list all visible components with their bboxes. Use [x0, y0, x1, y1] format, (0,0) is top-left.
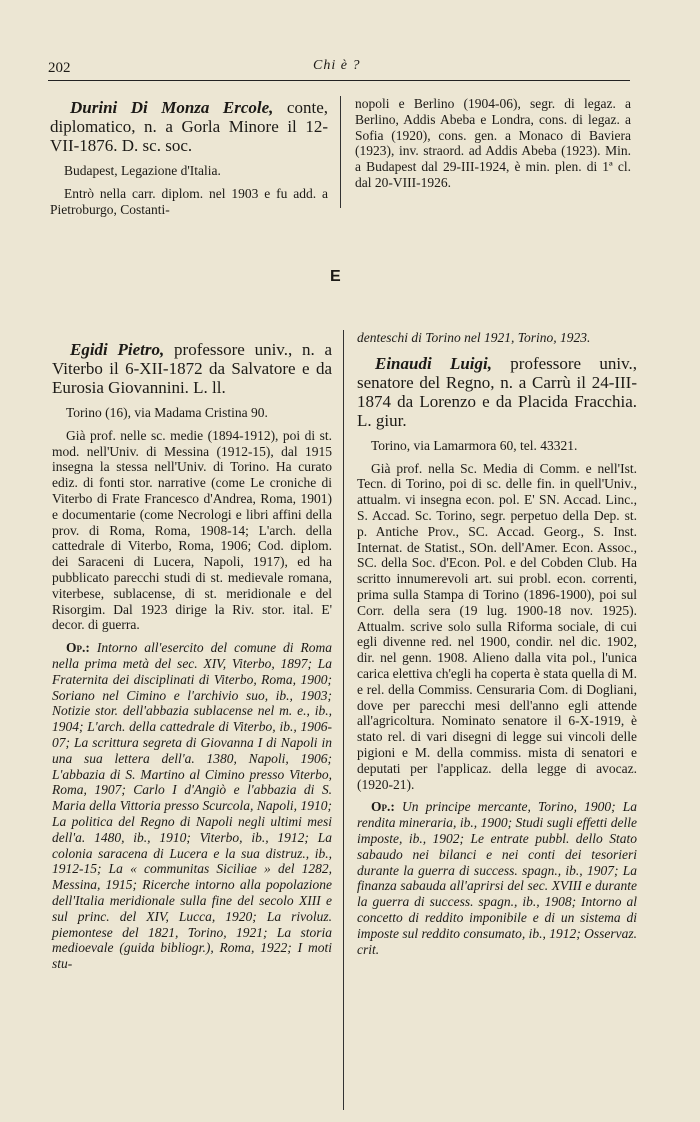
page-number: 202	[48, 60, 71, 76]
einaudi-op-text: Un principe mercante, Torino, 1900; La rendita mineraria, ib., 1900; Studi sugli effetti delle imposte, ib., 1902; Le entrate pubbl. dello Stato sabaudo nei bilanci e nei conti dei tesorieri durante la guerra di success. spagn., ib., 1907; La finanza sabauda all'aprirsi del sec. XVIII e durante la guerra di success. spagn., ib., 1908; Intorno al concetto di reddito imponibile e di un sistema di imposte sul reddito consumato, ib., 1912; Osservaz. crit.	[357, 799, 637, 957]
durini-body-right: nopoli e Berlino (1904-06), segr. di legaz. a Berlino, Addis Abeba e Londra, cons. di legaz. a Sofia (1920), cons. gen. a Monaco di Baviera (1923), inv. straord. ad Addis Abeba (1923). Min. a Budapest dal 29-III-1924, è min. plen. di 1ª cl. dal 20-VIII-1926.	[355, 96, 631, 190]
einaudi-works	[357, 799, 637, 957]
right-column	[357, 330, 637, 964]
durini-heading	[50, 98, 328, 155]
durini-body-left: Entrò nella carr. diplom. nel 1903 e fu add. a Pietroburgo, Costanti-	[50, 185, 328, 217]
header-rule	[48, 80, 630, 81]
durini-head-rest: conte, diplomatico, n. a Gorla Minore il 12-VII-1876. D. sc. soc.	[50, 98, 328, 155]
egidi-heading	[52, 340, 332, 397]
running-head: Chi è ?	[313, 58, 361, 73]
einaudi-heading	[357, 354, 637, 430]
einaudi-address: Torino, via Lamarmora 60, tel. 43321.	[371, 437, 578, 453]
egidi-head-rest: professore univ., n. a Viterbo il 6-XII-1872 da Salvatore e da Eurosia Giovannini. L. ll.	[52, 340, 332, 397]
durini-address: Budapest, Legazione d'Italia.	[64, 163, 221, 178]
egidi-works	[52, 640, 332, 972]
egidi-name: Egidi Pietro,	[70, 340, 165, 359]
egidi-op-label: Op.:	[66, 640, 90, 656]
left-column	[52, 340, 332, 979]
durini-right-column	[355, 96, 631, 198]
egidi-op-text: Intorno all'esercito del comune di Roma nella prima metà del sec. XIV, Viterbo, 1897; La Fraternita dei disciplinati di Viterbo, Roma, 1900; Soriano nel Cimino e l'archivio suo, ib., 1903; Notizie stor. dell'abbazia sublacense nel m. e., ib., 1904; L'arch. della cattedrale di Viterbo, ib., 1906-07; La scrittura segreta di Giovanna I di Napoli in una sua lettera dell'a. 1380, Napoli, 1906; L'abbazia di S. Martino al Cimino presso Viterbo, Roma, 1907; Carlo I d'Angiò e l'abbazia di S. Maria della Vittoria presso Scurcola, Napoli, 1910; La politica del Regno di Napoli negli ultimi mesi dell'a. 1480, ib., 1910; Viterbo, ib., 1912; La colonia saracena di Lucera e la sua distruz., ib., 1912-15; La « communitas Siciliae » del 1282, Messina, 1915; Ricerche intorno alla popolazione dell'Italia meridionale sulla fine del secolo XIII e sul princ. del XIV, Lucca, 1920; La rivoluz. piemontese del 1821, Torino, 1921; La storia medioevale (guida bibliogr.), Roma, 1922; I moti stu-	[52, 640, 332, 972]
egidi-address: Torino (16), via Madama Cristina 90.	[66, 405, 268, 420]
einaudi-head-rest: professore univ., senatore del Regno, n. a Carrù il 24-III-1874 da Lorenzo e da Placida Fracchia. L. giur.	[357, 353, 637, 430]
egidi-continuation: denteschi di Torino nel 1921, Torino, 1923.	[357, 330, 591, 345]
durini-name: Durini Di Monza Ercole,	[70, 98, 274, 117]
einaudi-name: Einaudi Luigi,	[375, 353, 493, 373]
einaudi-body: Già prof. nella Sc. Media di Comm. e nell'Ist. Tecn. di Torino, poi di sc. delle fin. in quell'Univ., attualm. vi insegna econ. pol. E' SN. Accad. Linc., S. Accad. Sc. Torino, segr. perpetuo della Dep. st. p. Antiche Prov., SC. Accad. Georg., S. Inst. Internat. de Statist., SOn. dell'Amer. Econ. Assoc., SC. della Soc. d'Econ. Pol. e del Cobden Club. Ha scritto innumerevoli art. sui probl. econ. correnti, prima sulla Stampa di Torino (1896-1900), poi sul Corr. della sera (19 lug. 1900-18 nov. 1925). Attualm. scrive solo sulla Riforma sociale, di cui egli divenne red. nel 1900, condir. nel dic. 1902, dir. nel genn. 1908. Alieno dalla vita pol., l'unica carica elettiva ch'egli ha coperta è stata quella di M. e rel. della Commiss. Censuraria Com. di Dogliani, dove per parecchi mesi dell'anno egli attende all'agricoltura. Nominato senatore il 6-X-1919, è stato rel. di vari disegni di legge sui vincoli delle pigioni e M. della commiss. mista di senatori e deputati per l'applicaz. della legge di avocaz. (1920-21).	[357, 460, 637, 792]
egidi-body: Già prof. nelle sc. medie (1894-1912), poi di st. mod. nell'Univ. di Messina (1912-15), dal 1915 insegna la stessa nell'Univ. di Torino. Ha curato ediz. di fonti stor. narrative (come Le croniche di Viterbo di Frate Francesco d'Andrea, Roma, 1901) e documentarie (come Necrologi e libri affini della prov. di Roma, Roma, 1908-14; L'arch. della cattedrale di Viterbo, Roma, 1906; Cod. diplom. dei Saraceni di Lucera, Napoli, 1917), ed ha pubblicato parecchi studi di st. medievale romana, viterbese, sublacense, di st. meridionale e del Risorgim. Dal 1923 dirige la Riv. stor. ital. E' decor. di guerra.	[52, 427, 332, 633]
page-header	[48, 58, 628, 80]
durini-left-column	[50, 98, 328, 224]
einaudi-op-label: Op.:	[371, 799, 395, 815]
top-column-separator	[340, 96, 341, 208]
main-column-separator	[343, 330, 344, 1110]
section-letter: E	[330, 268, 341, 285]
